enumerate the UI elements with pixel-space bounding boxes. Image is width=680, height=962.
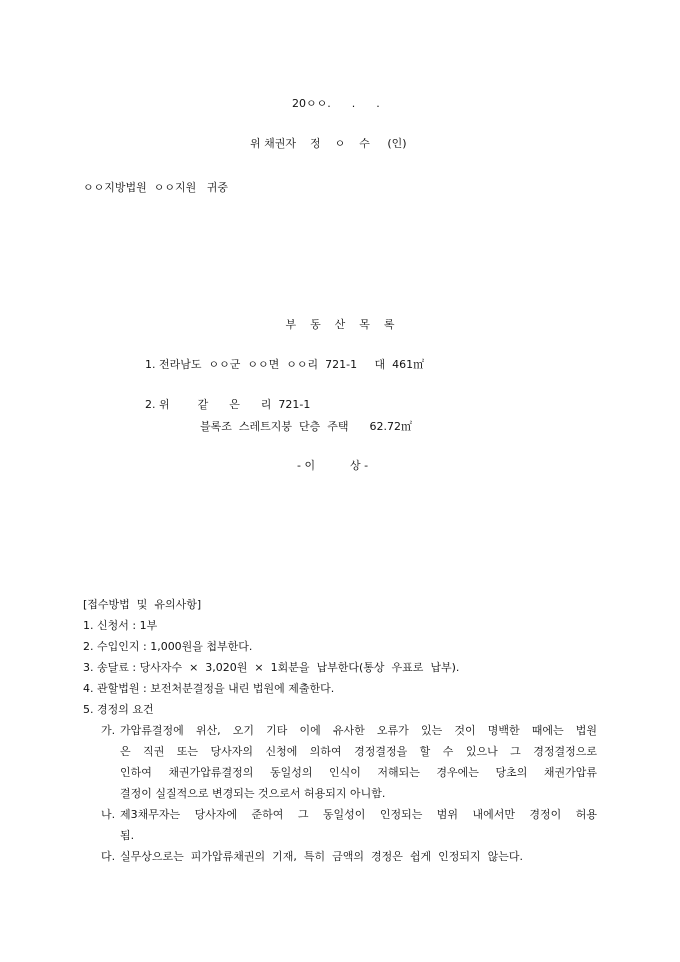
sub-item-ga-line-2: 은 직권 또는 당사자의 신청에 의하여 경정결정을 할 수 있으나 그 경정결정으로	[120, 745, 597, 758]
property-item-2-line-1: 2. 위 같 은 리 721-1	[145, 398, 311, 411]
date-line: 20ㅇㅇ. . .	[292, 97, 380, 110]
note-item-3: 3. 송달료 : 당사자수 × 3,020원 × 1회분을 납부한다(통상 우표로 납부).	[83, 661, 460, 674]
sub-item-ga-line-4: 결정이 실질적으로 변경되는 것으로서 허용되지 아니함.	[120, 787, 386, 800]
property-list-title: 부 동 산 목 록	[285, 318, 395, 331]
note-item-2: 2. 수입인지 : 1,000원을 첩부한다.	[83, 640, 253, 653]
sub-item-ga-line-3: 인하여 채권가압류결정의 동일성의 인식이 저해되는 경우에는 당초의 채권가압류	[120, 766, 597, 779]
notes-heading: [접수방법 및 유의사항]	[83, 598, 202, 611]
sub-item-na-line-2: 됨.	[120, 829, 135, 842]
property-item-2-line-2: 블록조 스레트지붕 단층 주택 62.72㎡	[200, 420, 412, 433]
court-addressee: ㅇㅇ지방법원 ㅇㅇ지원 귀중	[83, 181, 228, 194]
note-item-1: 1. 신청서 : 1부	[83, 619, 158, 632]
property-item-1: 1. 전라남도 ㅇㅇ군 ㅇㅇ면 ㅇㅇ리 721-1 대 461㎡	[145, 358, 425, 371]
sub-item-na-line-1: 제3채무자는 당사자에 준하여 그 동일성이 인정되는 범위 내에서만 경정이 허용	[120, 808, 597, 821]
note-item-5: 5. 경정의 요건	[83, 703, 154, 716]
end-mark: - 이 상 -	[297, 459, 369, 472]
sub-item-ga-line-1: 가압류결정에 위산, 오기 기타 이에 유사한 오류가 있는 것이 명백한 때에는 법원	[120, 724, 597, 737]
sub-item-da-line-1: 실무상으로는 피가압류채권의 기재, 특히 금액의 경정은 쉽게 인정되지 않는다.	[120, 850, 523, 863]
creditor-signature-line: 위 채권자 정 ㅇ 수 (인)	[250, 137, 407, 150]
sub-item-marker-na: 나.	[101, 808, 116, 821]
sub-item-marker-da: 다.	[101, 850, 116, 863]
sub-item-marker-ga: 가.	[101, 724, 116, 737]
note-item-4: 4. 관할법원 : 보전처분결정을 내린 법원에 제출한다.	[83, 682, 335, 695]
